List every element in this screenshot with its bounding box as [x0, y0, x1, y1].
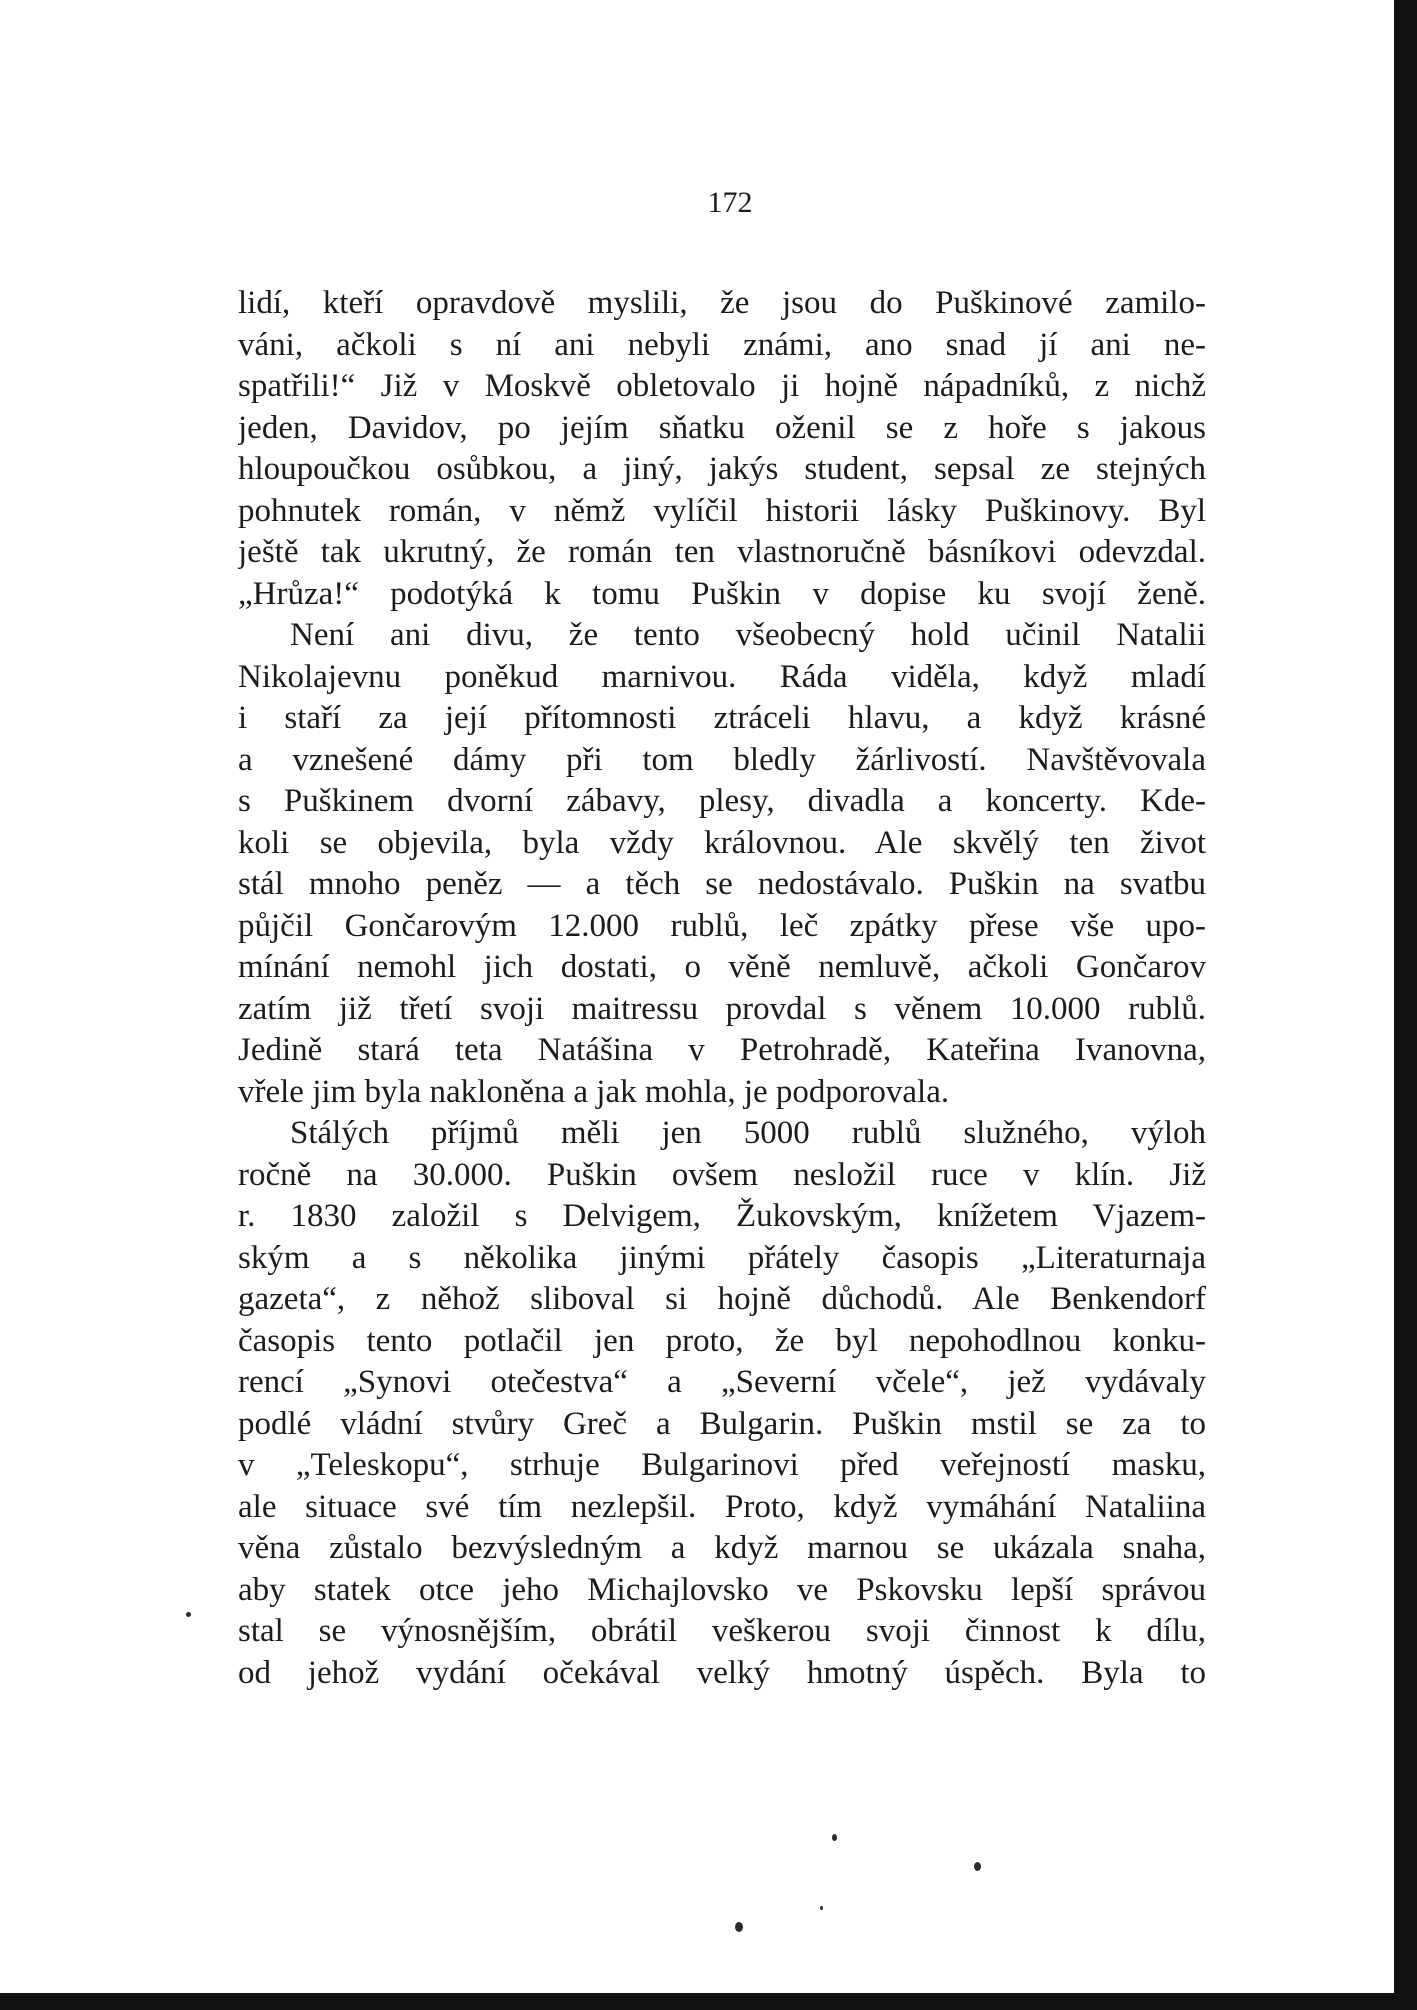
scan-speck: [820, 1906, 823, 1910]
text-line: jeden, Davidov, po jejím sňatku oženil se z hoře s jakous: [238, 409, 1206, 446]
scan-edge-bottom: [0, 1993, 1417, 2010]
text-line: „Hrůza!“ podotýká k tomu Puškin v dopise ku svojí ženě.: [238, 575, 1206, 612]
paragraph-end-line: vřele jim byla nakloněna a jak mohla, je podporovala.: [238, 1073, 950, 1110]
text-line: koli se objevila, byla vždy královnou. Ale skvělý ten život: [238, 824, 1206, 861]
text-line: podlé vládní stvůry Greč a Bulgarin. Puškin mstil se za to: [238, 1405, 1206, 1442]
paragraph-start-line: Stálých příjmů měli jen 5000 rublů služného, výloh: [290, 1115, 1206, 1151]
text-line: od jehož vydání očekával velký hmotný úspěch. Byla to: [238, 1654, 1206, 1691]
text-line: ale situace své tím nezlepšil. Proto, když vymáhání Nataliina: [238, 1488, 1206, 1525]
text-line: mínání nemohl jich dostati, o věně nemluvě, ačkoli Gončarov: [238, 949, 1206, 985]
text-line: časopis tento potlačil jen proto, že byl nepohodlnou konku-: [238, 1322, 1206, 1359]
page-number: 172: [707, 186, 753, 219]
text-line: spatřili!“ Již v Moskvě obletovalo ji hojně nápadníků, z nichž: [238, 368, 1206, 404]
text-line: s Puškinem dvorní zábavy, plesy, divadla a koncerty. Kde-: [238, 783, 1206, 819]
text-line: ještě tak ukrutný, že román ten vlastnoručně básníkovi odevzdal.: [238, 534, 1206, 570]
text-line: Jedině stará teta Natášina v Petrohradě, Kateřina Ivanovna,: [238, 1032, 1206, 1068]
scan-speck: [832, 1834, 837, 1841]
text-line: i staří za její přítomnosti ztráceli hlavu, a když krásné: [238, 700, 1206, 736]
text-line: lidí, kteří opravdově myslili, že jsou do Puškinové zamilo-: [238, 285, 1206, 321]
text-line: v „Teleskopu“, strhuje Bulgarinovi před veřejností masku,: [238, 1447, 1206, 1483]
scan-speck: [186, 1612, 191, 1617]
text-line: věna zůstalo bezvýsledným a když marnou se ukázala snaha,: [238, 1530, 1206, 1566]
text-line: ským a s několika jinými přátely časopis „Literaturnaja: [238, 1239, 1206, 1276]
text-line: zatím již třetí svoji maitressu provdal s věnem 10.000 rublů.: [238, 990, 1206, 1027]
text-line: hloupoučkou osůbkou, a jiný, jakýs student, sepsal ze stejných: [238, 451, 1206, 487]
text-line: stal se výnosnějším, obrátil veškerou svoji činnost k dílu,: [238, 1613, 1206, 1649]
text-line: gazeta“, z něhož sliboval si hojně důchodů. Ale Benkendorf: [238, 1281, 1206, 1317]
text-line: váni, ačkoli s ní ani nebyli známi, ano snad jí ani ne-: [238, 326, 1206, 363]
scan-edge-right: [1394, 0, 1417, 2010]
text-line: pohnutek román, v němž vylíčil historii lásky Puškinovy. Byl: [238, 492, 1206, 529]
text-line: rencí „Synovi otečestva“ a „Severní včele“, jež vydávaly: [238, 1364, 1206, 1400]
text-line: stál mnoho peněz — a těch se nedostávalo. Puškin na svatbu: [238, 866, 1206, 902]
paragraph-start-line: Není ani divu, že tento všeobecný hold učinil Natalii: [290, 617, 1206, 653]
text-line: aby statek otce jeho Michajlovsko ve Pskovsku lepší správou: [238, 1571, 1206, 1608]
body-text: [238, 283, 1206, 1694]
scan-speck: [974, 1862, 981, 1871]
text-line: r. 1830 založil s Delvigem, Žukovským, knížetem Vjazem-: [238, 1198, 1206, 1234]
text-line: půjčil Gončarovým 12.000 rublů, leč zpátky přese vše upo-: [238, 907, 1206, 944]
text-line: Nikolajevnu poněkud marnivou. Ráda viděla, když mladí: [238, 658, 1206, 695]
text-line: a vznešené dámy při tom bledly žárlivostí. Navštěvovala: [238, 741, 1206, 778]
text-line: ročně na 30.000. Puškin ovšem nesložil ruce v klín. Již: [238, 1156, 1206, 1193]
scan-speck: [735, 1922, 743, 1932]
